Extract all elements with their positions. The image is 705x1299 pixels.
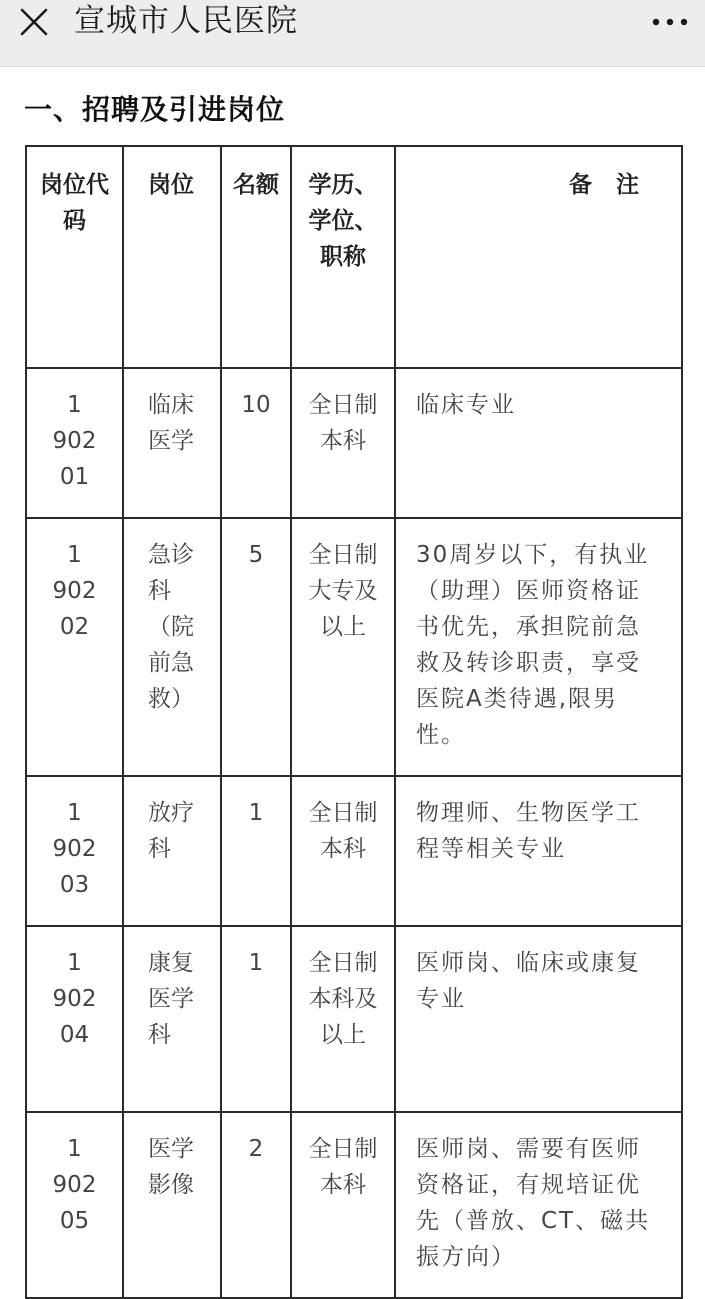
- position-code-cell: [26, 1112, 123, 1298]
- table-row: [26, 1112, 682, 1298]
- position-code-part: 1: [67, 800, 82, 826]
- position-code-cell: [26, 518, 123, 776]
- position-code-part: 01: [59, 464, 90, 490]
- close-icon: [19, 7, 49, 37]
- header-position: 岗位: [123, 146, 221, 368]
- more-button[interactable]: [645, 2, 695, 42]
- position-code-part: 902: [52, 986, 97, 1012]
- position-code-part: 1: [67, 392, 82, 418]
- education-cell: 全日制本科及以上: [291, 926, 395, 1112]
- education-cell: 全日制本科: [291, 776, 395, 926]
- remarks-cell: 30周岁以下，有执业（助理）医师资格证书优先，承担院前急救及转诊职责，享受医院A类待遇,限男性。: [395, 518, 682, 776]
- section-heading: 一、招聘及引进岗位: [24, 93, 286, 126]
- header-education: 学历、学位、职称: [291, 146, 395, 368]
- position-code-part: 02: [59, 614, 90, 640]
- top-bar: [0, 0, 705, 67]
- position-code-part: 05: [59, 1208, 90, 1234]
- table-header-row: [26, 146, 682, 368]
- table-row: [26, 776, 682, 926]
- position-name-cell: 临床医学: [123, 368, 221, 518]
- position-code-part: 902: [52, 428, 97, 454]
- position-code-part: 1: [67, 542, 82, 568]
- position-code-cell: [26, 776, 123, 926]
- position-code-part: 902: [52, 578, 97, 604]
- position-name-cell: 医学影像: [123, 1112, 221, 1298]
- remarks-cell: 医师岗、需要有医师资格证，有规培证优先（普放、CT、磁共振方向）: [395, 1112, 682, 1298]
- position-code-part: 902: [52, 1172, 97, 1198]
- page-title: 宣城市人民医院: [74, 3, 298, 39]
- position-code-cell: [26, 368, 123, 518]
- education-cell: 全日制本科: [291, 368, 395, 518]
- position-code-cell: [26, 926, 123, 1112]
- education-cell: 全日制本科: [291, 1112, 395, 1298]
- quota-cell: 1: [221, 776, 291, 926]
- position-code-part: 04: [59, 1022, 90, 1048]
- position-code-part: 902: [52, 836, 97, 862]
- table-row: [26, 926, 682, 1112]
- position-code-part: 1: [67, 950, 82, 976]
- table-row: [26, 368, 682, 518]
- positions-table: [25, 145, 683, 1299]
- position-code-part: 1: [67, 1136, 82, 1162]
- education-cell: 全日制大专及以上: [291, 518, 395, 776]
- more-dots-icon: [650, 17, 690, 27]
- position-name-cell: 康复医学科: [123, 926, 221, 1112]
- quota-cell: 2: [221, 1112, 291, 1298]
- table-row: [26, 518, 682, 776]
- quota-cell: 10: [221, 368, 291, 518]
- remarks-cell: 临床专业: [395, 368, 682, 518]
- close-button[interactable]: [14, 2, 54, 42]
- position-name-cell: 放疗科: [123, 776, 221, 926]
- quota-cell: 1: [221, 926, 291, 1112]
- remarks-cell: 医师岗、临床或康复专业: [395, 926, 682, 1112]
- header-remarks: 备 注: [395, 146, 682, 368]
- position-code-part: 03: [59, 872, 90, 898]
- quota-cell: 5: [221, 518, 291, 776]
- header-position-code: 岗位代码: [26, 146, 123, 368]
- header-quota: 名额: [221, 146, 291, 368]
- position-name-cell: 急诊科（院前急救）: [123, 518, 221, 776]
- remarks-cell: 物理师、生物医学工程等相关专业: [395, 776, 682, 926]
